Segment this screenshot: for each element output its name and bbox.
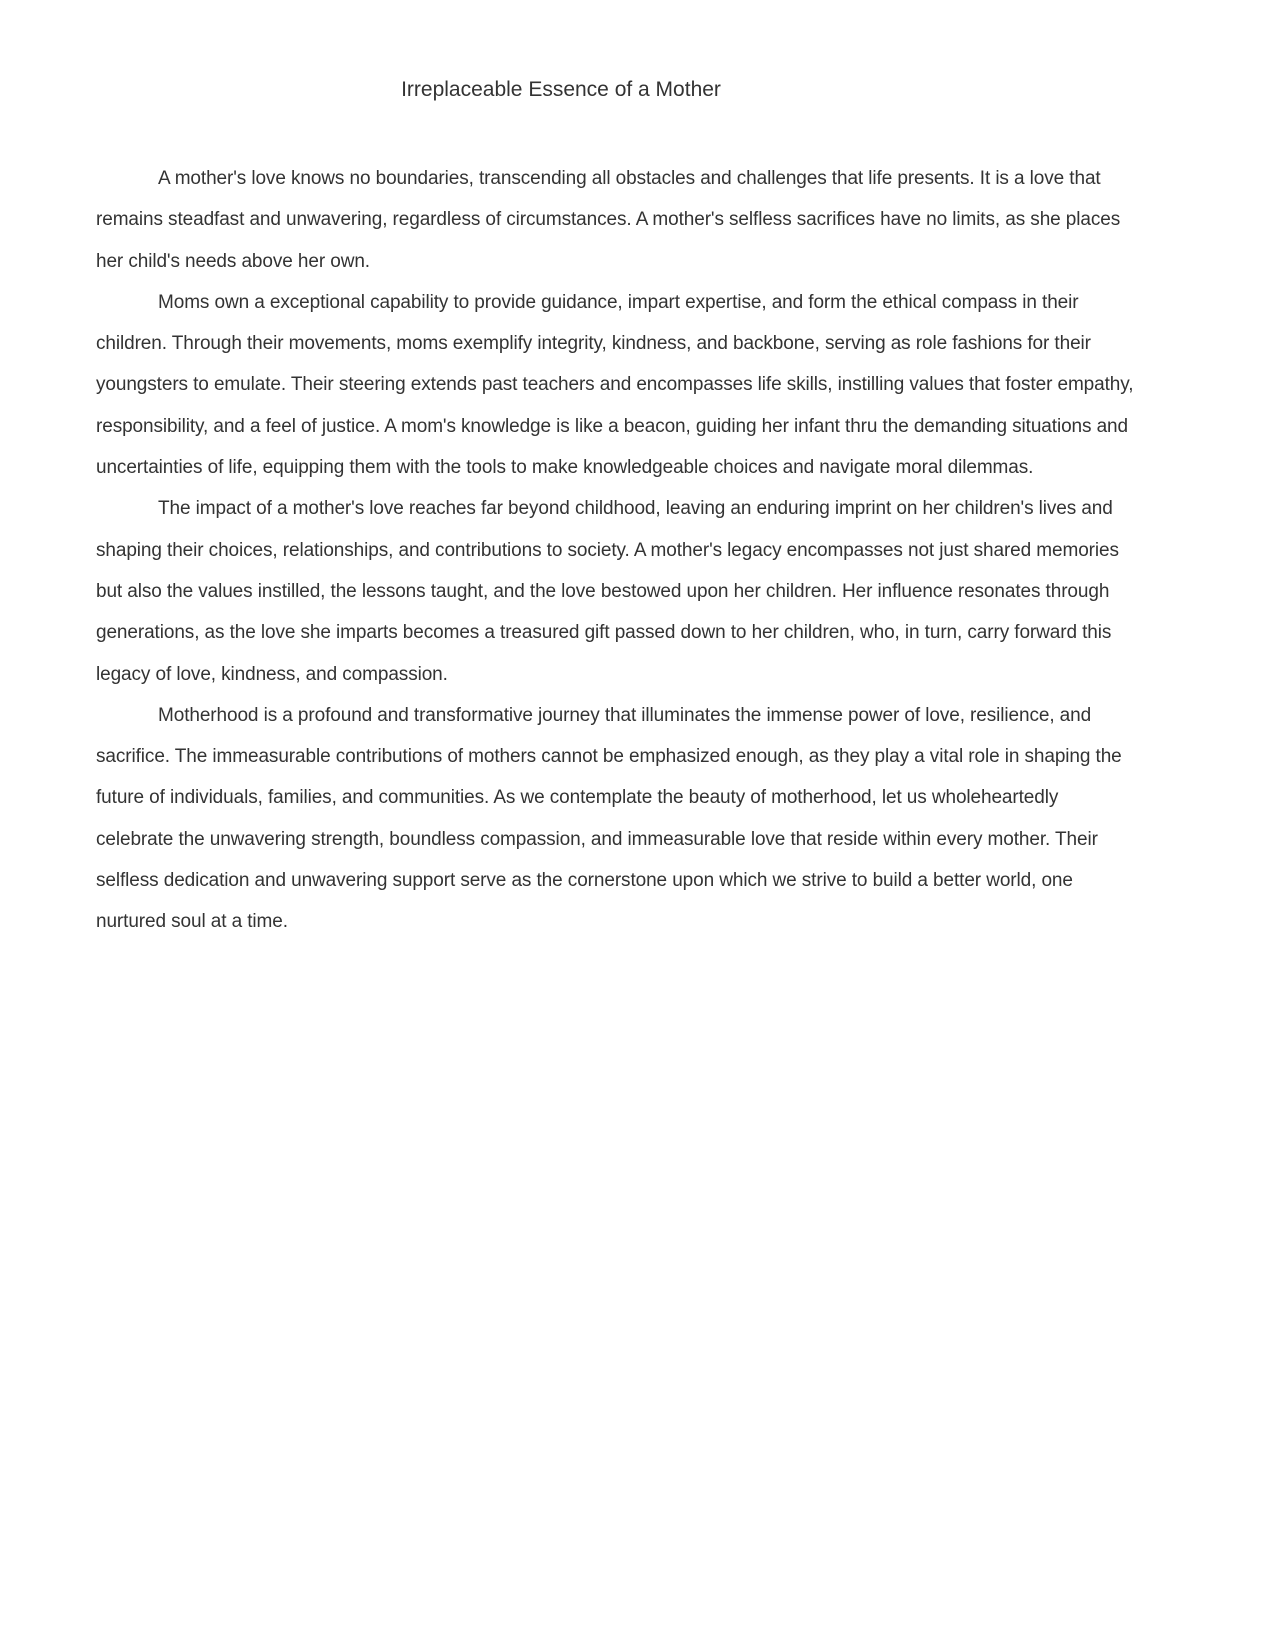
paragraph-3: The impact of a mother's love reaches far beyond childhood, leaving an enduring imprint on her children's lives and shaping their choices, relationships, and contributions to society. A mother's legacy encompasses not just shared memories but also the values instilled, the lessons taught, and the love bestowed upon her children. Her influence resonates through generations, as the love she imparts becomes a treasured gift passed down to her children, who, in turn, carry forward this legacy of love, kindness, and compassion. (96, 498, 1119, 685)
paragraph-2: Moms own a exceptional capability to provide guidance, impart expertise, and form the ethical compass in their children. Through their movements, moms exemplify integrity, kindness, and backbone, serving as role fashions for their youngsters to emulate. Their steering extends past teachers and encompasses life skills, instilling values that foster empathy, responsibility, and a feel of justice. A mom's knowledge is like a beacon, guiding her infant thru the demanding situations and uncertainties of life, equipping them with the tools to make knowledgeable choices and navigate moral dilemmas. (96, 291, 1134, 479)
document-body (96, 158, 1140, 943)
paragraph-1: A mother's love knows no boundaries, transcending all obstacles and challenges that life presents. It is a love that remains steadfast and unwavering, regardless of circumstances. A mother's selfless sacrifices have no limits, as she places her child's needs above her own. (96, 168, 1121, 272)
document-title: Irreplaceable Essence of a Mother (401, 78, 721, 101)
paragraph-4: Motherhood is a profound and transformative journey that illuminates the immense power of love, resilience, and sacrifice. The immeasurable contributions of mothers cannot be emphasized enough, as they play a vital role in shaping the future of individuals, families, and communities. As we contemplate the beauty of motherhood, let us wholeheartedly celebrate the unwavering strength, boundless compassion, and immeasurable love that reside within every mother. Their selfless dedication and unwavering support serve as the cornerstone upon which we strive to build a better world, one nurtured soul at a time. (96, 704, 1122, 933)
